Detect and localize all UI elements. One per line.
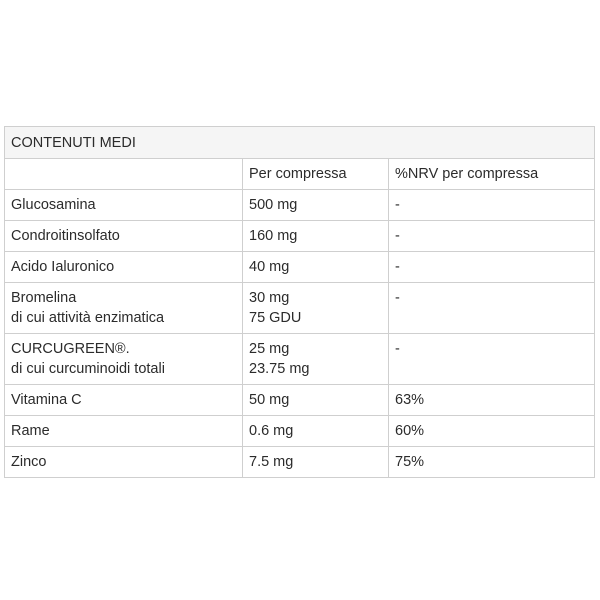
nutrient-name: Rame [5,416,243,447]
nutrient-amount: 50 mg [243,385,389,416]
table-row [5,221,595,252]
nutrient-name: CURCUGREEN®. di cui curcuminoidi totali [5,334,243,385]
table-row [5,385,595,416]
nutrient-amount: 30 mg 75 GDU [243,283,389,334]
table-row [5,334,595,385]
nutrient-nrv: - [389,221,595,252]
table-header-row [5,159,595,190]
nutrient-nrv: - [389,190,595,221]
nutrient-name: Bromelina di cui attività enzimatica [5,283,243,334]
nutrient-amount: 25 mg 23.75 mg [243,334,389,385]
table-row [5,252,595,283]
nutrition-table [4,126,595,478]
header-per-tablet: Per compressa [243,159,389,190]
nutrient-name: Zinco [5,447,243,478]
table-row [5,283,595,334]
table-row [5,190,595,221]
table-row [5,447,595,478]
nutrient-amount: 0.6 mg [243,416,389,447]
nutrient-name: Glucosamina [5,190,243,221]
header-nrv: %NRV per compressa [389,159,595,190]
nutrient-nrv: - [389,283,595,334]
nutrient-amount: 160 mg [243,221,389,252]
nutrient-nrv: - [389,334,595,385]
nutrient-nrv: 60% [389,416,595,447]
nutrient-amount: 40 mg [243,252,389,283]
nutrient-nrv: - [389,252,595,283]
nutrient-name: Condroitinsolfato [5,221,243,252]
table-title-row [5,127,595,159]
nutrient-amount: 500 mg [243,190,389,221]
table-row [5,416,595,447]
nutrient-name: Vitamina C [5,385,243,416]
nutrient-amount: 7.5 mg [243,447,389,478]
table-title: CONTENUTI MEDI [5,127,595,159]
header-nutrient [5,159,243,190]
nutrient-nrv: 63% [389,385,595,416]
nutrient-nrv: 75% [389,447,595,478]
nutrient-name: Acido Ialuronico [5,252,243,283]
